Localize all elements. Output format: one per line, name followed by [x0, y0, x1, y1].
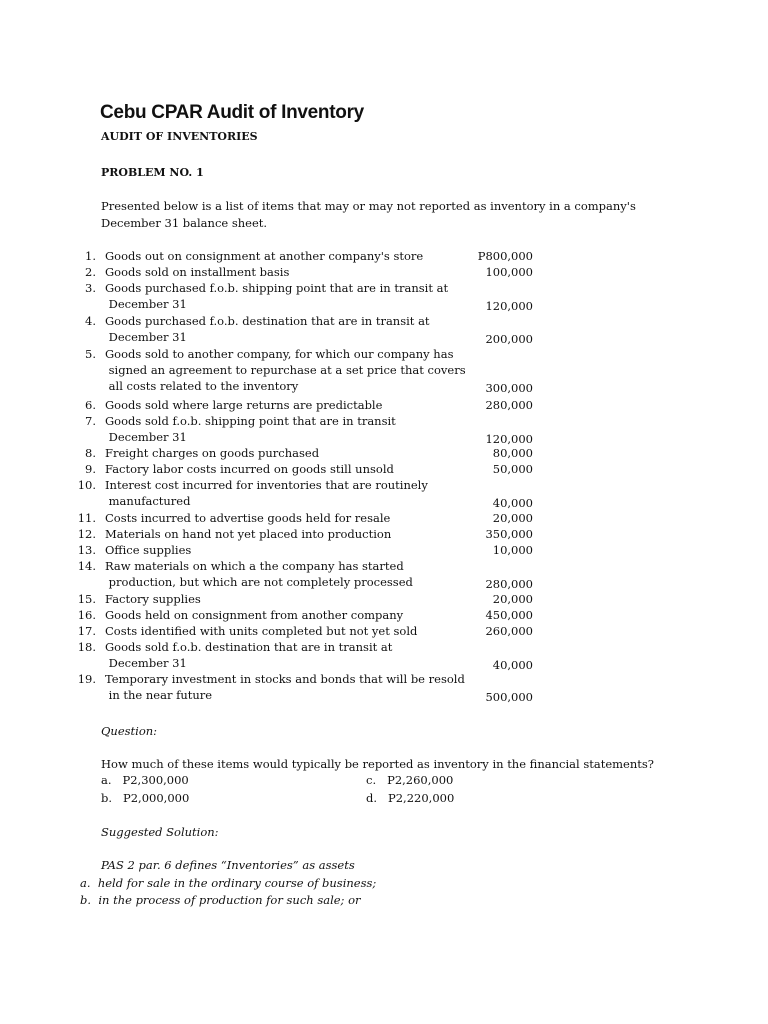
item-number: 2.: [85, 265, 96, 279]
item-number: 12.: [77, 527, 96, 541]
option-letter: b.: [101, 791, 113, 805]
item-amount: 260,000: [485, 624, 533, 638]
item-number: 5.: [85, 347, 96, 361]
item-description: Goods sold f.o.b. shipping point that are in transit December 31: [105, 414, 396, 445]
item-description: Factory labor costs incurred on goods still unsold: [105, 462, 394, 476]
definition-point-a: [80, 876, 376, 890]
item-number: 15.: [77, 592, 96, 606]
item-amount: 120,000: [485, 432, 533, 446]
item-description: Materials on hand not yet placed into production: [105, 527, 392, 541]
section-heading: AUDIT OF INVENTORIES: [101, 130, 258, 143]
item-number: 6.: [85, 398, 96, 412]
option-b: [101, 791, 189, 805]
item-amount: 20,000: [492, 592, 533, 606]
option-c: [366, 773, 453, 787]
item-amount: 280,000: [485, 398, 533, 412]
item-amount: 200,000: [485, 332, 533, 346]
item-number: 19.: [77, 672, 96, 686]
item-amount: 40,000: [492, 496, 533, 510]
option-d: [366, 791, 454, 805]
point-text: held for sale in the ordinary course of business;: [97, 876, 377, 890]
item-description: Goods purchased f.o.b. destination that are in transit at December 31: [105, 314, 430, 345]
item-number: 7.: [85, 414, 96, 428]
item-number: 13.: [77, 543, 96, 557]
point-letter: a.: [80, 876, 91, 890]
definition-text: PAS 2 par. 6 defines “Inventories” as assets: [101, 858, 355, 872]
item-description: Interest cost incurred for inventories that are routinely manufactured: [105, 478, 428, 509]
item-amount: P800,000: [477, 249, 533, 263]
point-letter: b.: [80, 893, 92, 907]
item-description: Temporary investment in stocks and bonds that will be resold in the near future: [105, 672, 465, 703]
item-amount: 300,000: [485, 381, 533, 395]
item-description: Costs identified with units completed but not yet sold: [105, 624, 418, 638]
solution-label: Suggested Solution:: [101, 825, 219, 839]
item-description: Office supplies: [105, 543, 192, 557]
item-number: 4.: [85, 314, 96, 328]
problem-intro: Presented below is a list of items that may or may not reported as inventory in a company's December 31 balance sheet.: [101, 199, 636, 230]
definition-point-b: [80, 893, 361, 907]
item-number: 8.: [85, 446, 96, 460]
item-amount: 40,000: [492, 658, 533, 672]
item-description: Raw materials on which a the company has started production, but which are not completely processed: [105, 559, 413, 590]
item-amount: 280,000: [485, 577, 533, 591]
option-letter: a.: [101, 773, 112, 787]
item-description: Goods sold where large returns are predictable: [105, 398, 383, 412]
item-amount: 80,000: [492, 446, 533, 460]
item-number: 16.: [77, 608, 96, 622]
item-description: Goods purchased f.o.b. shipping point that are in transit at December 31: [105, 281, 449, 312]
problem-label: PROBLEM NO. 1: [101, 166, 204, 179]
item-number: 1.: [85, 249, 96, 263]
item-amount: 350,000: [485, 527, 533, 541]
item-number: 3.: [85, 281, 96, 295]
option-a: [101, 773, 189, 787]
option-letter: d.: [366, 791, 378, 805]
item-number: 18.: [77, 640, 96, 654]
question-label: Question:: [101, 724, 158, 738]
option-value: P2,260,000: [387, 773, 454, 787]
item-description: Factory supplies: [105, 592, 201, 606]
question-text: How much of these items would typically be reported as inventory in the financial statements?: [101, 757, 654, 771]
option-value: P2,300,000: [122, 773, 189, 787]
document-title: Cebu CPAR Audit of Inventory: [100, 102, 364, 123]
item-amount: 500,000: [485, 690, 533, 704]
item-number: 14.: [77, 559, 96, 573]
item-description: Goods out on consignment at another company's store: [105, 249, 424, 263]
item-description: Goods sold to another company, for which our company has signed an agreement to repurchase at a set price that covers all costs related to the inventory: [105, 347, 466, 394]
item-amount: 450,000: [485, 608, 533, 622]
item-number: 10.: [77, 478, 96, 492]
item-description: Freight charges on goods purchased: [105, 446, 320, 460]
item-amount: 20,000: [492, 511, 533, 525]
item-number: 17.: [77, 624, 96, 638]
option-letter: c.: [366, 773, 377, 787]
option-value: P2,000,000: [123, 791, 190, 805]
item-description: Goods held on consignment from another company: [105, 608, 404, 622]
option-value: P2,220,000: [388, 791, 455, 805]
item-number: 11.: [77, 511, 96, 525]
item-description: Goods sold on installment basis: [105, 265, 290, 279]
point-text: in the process of production for such sale; or: [98, 893, 361, 907]
item-number: 9.: [85, 462, 96, 476]
item-description: Goods sold f.o.b. destination that are in transit at December 31: [105, 640, 393, 671]
item-description: Costs incurred to advertise goods held for resale: [105, 511, 391, 525]
item-amount: 100,000: [485, 265, 533, 279]
item-amount: 10,000: [492, 543, 533, 557]
item-amount: 50,000: [492, 462, 533, 476]
item-amount: 120,000: [485, 299, 533, 313]
